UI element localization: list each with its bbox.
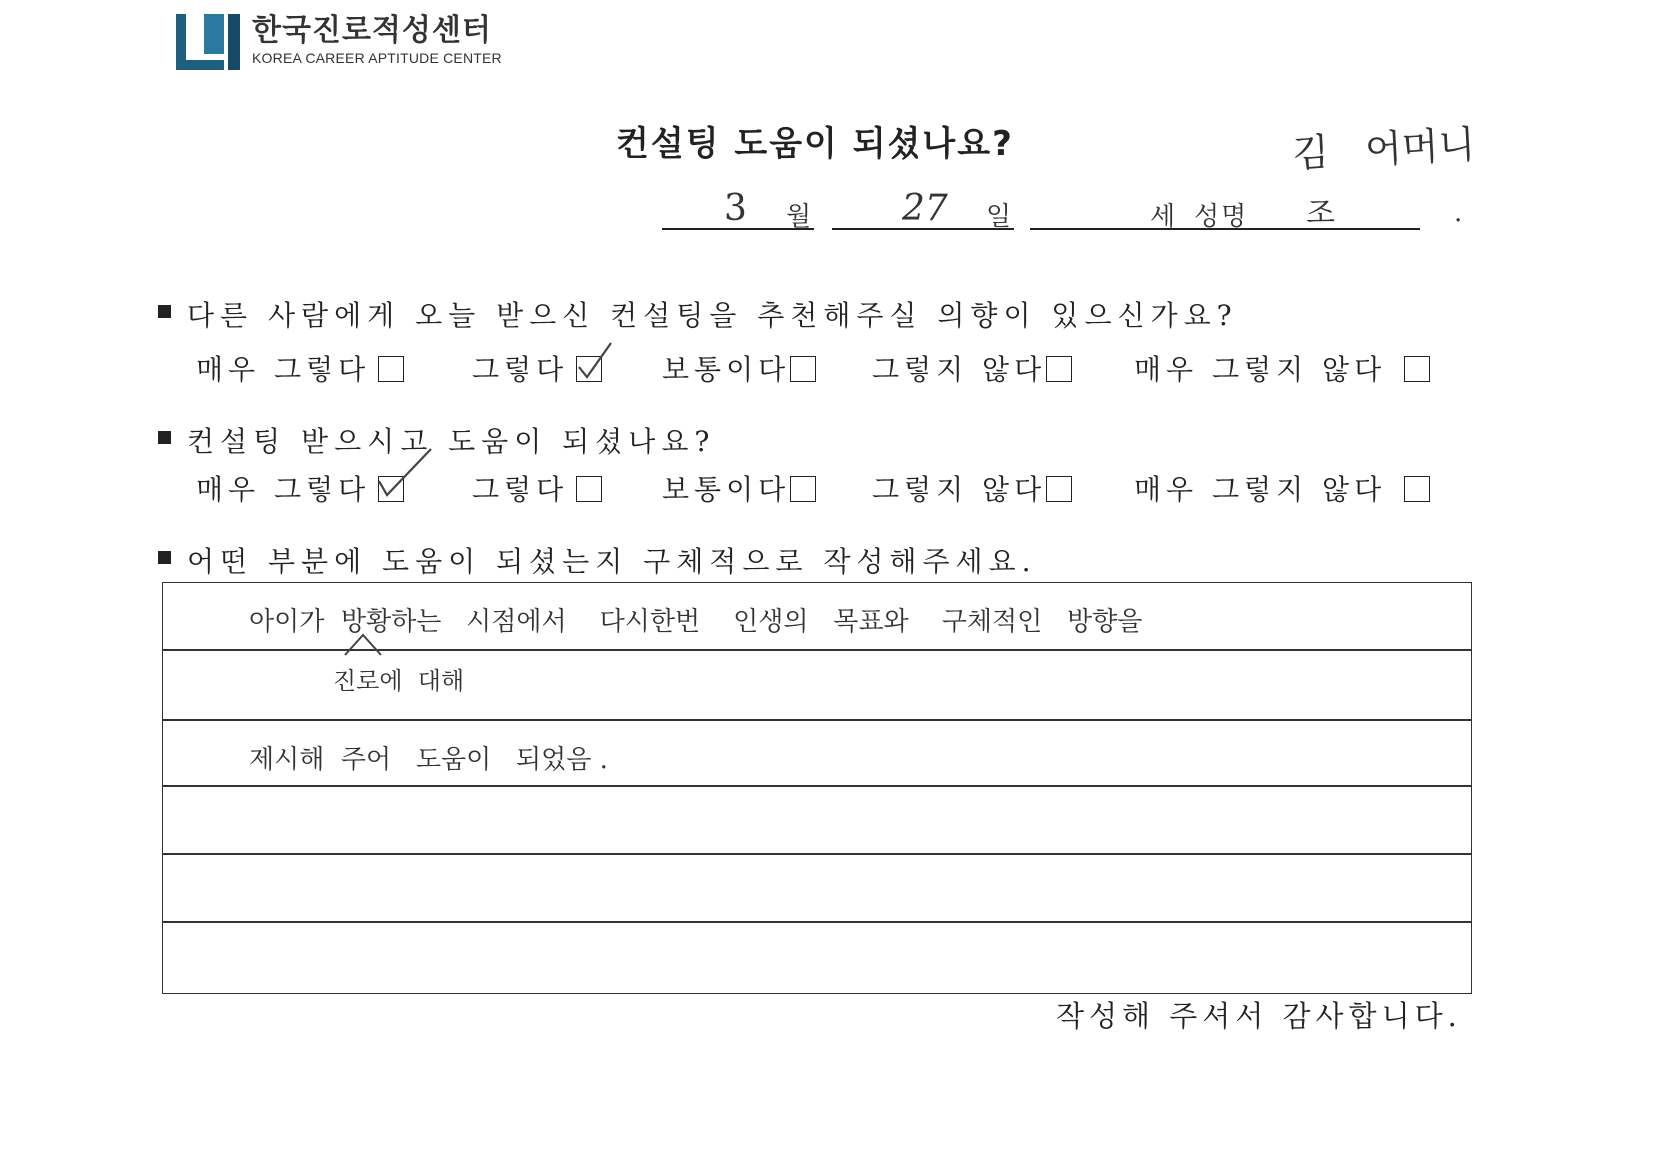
logo-korean-name: 한국진로적성센터 <box>252 13 492 48</box>
age-label: 세 <box>1150 202 1176 232</box>
checkbox[interactable] <box>1404 476 1430 502</box>
answer-line-1: 아이가 방황하는 시점에서 다시한번 인생의 목표와 구체적인 방향을 <box>249 607 1143 637</box>
handwritten-name: 김 어머니 <box>1291 122 1477 176</box>
option-label: 보통이다 <box>662 473 791 506</box>
checkbox[interactable] <box>1046 476 1072 502</box>
question-2-text: 컨설팅 받으시고 도움이 되셨나요? <box>187 425 716 458</box>
answer-insertion: 진로에 대해 <box>333 667 465 695</box>
answer-row-divider <box>163 921 1471 923</box>
day-label: 일 <box>986 202 1012 232</box>
checkbox[interactable] <box>1404 356 1430 382</box>
option-label: 매우 그렇지 않다 <box>1134 353 1387 386</box>
month-value[interactable]: 3 <box>724 188 747 229</box>
answer-line-3: 제시해 주어 도움이 되었음 . <box>249 745 608 775</box>
option-label: 매우 그렇다 <box>196 473 371 506</box>
answer-row-divider <box>163 785 1471 787</box>
bullet-square-icon <box>158 305 171 318</box>
name-value[interactable]: 조 <box>1306 196 1335 231</box>
logo-mark-icon <box>176 14 242 70</box>
option-label: 그렇지 않다 <box>872 473 1047 506</box>
logo-english-name: KOREA CAREER APTITUDE CENTER <box>252 50 502 66</box>
name-label: 성명 <box>1194 202 1249 232</box>
month-label: 월 <box>786 202 812 232</box>
insertion-caret-icon <box>343 633 383 657</box>
question-1-text: 다른 사람에게 오늘 받으신 컨설팅을 추천해주실 의향이 있으신가요? <box>187 299 1238 332</box>
thank-you-note: 작성해 주셔서 감사합니다. <box>1056 999 1462 1033</box>
info-dot: . <box>1454 198 1463 228</box>
checkbox-checked[interactable] <box>576 356 602 382</box>
day-value[interactable]: 27 <box>902 188 948 229</box>
form-title: 컨설팅 도움이 되셨나요? <box>616 124 1014 164</box>
checkbox-checked[interactable] <box>378 476 404 502</box>
bullet-square-icon <box>158 551 171 564</box>
option-label: 그렇지 않다 <box>872 353 1047 386</box>
checkmark-icon <box>375 447 435 497</box>
checkmark-icon <box>575 341 619 381</box>
question-2 <box>158 420 715 460</box>
question-3-text: 어떤 부분에 도움이 되셨는지 구체적으로 작성해주세요. <box>187 545 1037 578</box>
question-1 <box>158 294 1238 334</box>
company-logo <box>176 14 502 70</box>
checkbox[interactable] <box>790 356 816 382</box>
option-label: 그렇다 <box>472 473 569 506</box>
checkbox[interactable] <box>576 476 602 502</box>
question-3 <box>158 540 1037 580</box>
checkbox[interactable] <box>790 476 816 502</box>
checkbox[interactable] <box>378 356 404 382</box>
checkbox[interactable] <box>1046 356 1072 382</box>
bullet-square-icon <box>158 431 171 444</box>
option-label: 보통이다 <box>662 353 791 386</box>
answer-box[interactable] <box>162 582 1472 994</box>
option-label: 매우 그렇지 않다 <box>1134 473 1387 506</box>
option-label: 매우 그렇다 <box>196 353 371 386</box>
option-label: 그렇다 <box>472 353 569 386</box>
answer-row-divider <box>163 853 1471 855</box>
answer-row-divider <box>163 719 1471 721</box>
